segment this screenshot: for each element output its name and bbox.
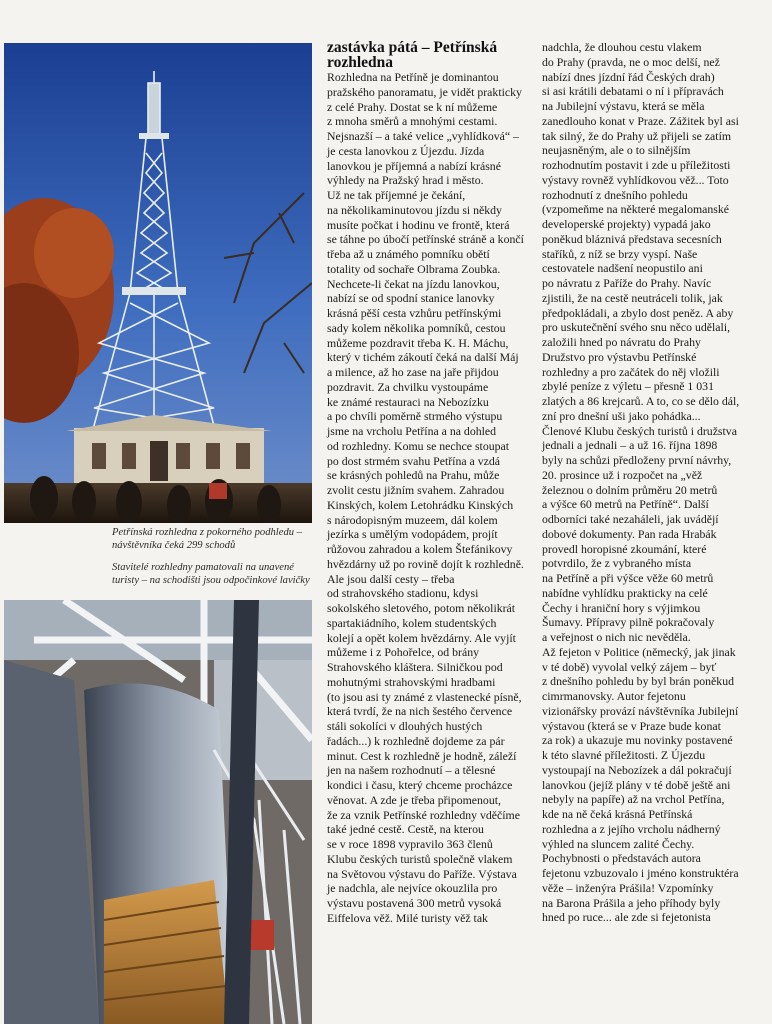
article-line: jsme na vrcholu Petřína a na dohled [327, 424, 497, 438]
article-line: výhled na sluncem zalité Čechy. [542, 836, 695, 851]
article-line: která tvrdí, že na nich šestého července [327, 704, 513, 719]
article-column-right [542, 40, 767, 925]
article-line: poněkud bláznivá představa secesních [542, 231, 722, 246]
article-line: můžeme pozdravit třeba K. H. Máchu, [327, 335, 509, 350]
article-line: Ale jsou další cesty – třeba [327, 571, 455, 586]
article-line: zjistili, že na cestě neutráceli tolik, jak [542, 290, 723, 305]
article-line: dobové dokumenty. Pan rada Hrabák [542, 526, 717, 541]
article-line: také jedné cestě. Cestě, na kterou [327, 822, 484, 837]
article-line: Nejsnazší – a také velice „vyhlídková“ – [327, 129, 519, 143]
article-line: odborníci také nezaháleli, jak uvádějí [542, 512, 719, 526]
article-line: do Prahy (pravda, ne o moc delší, než [542, 54, 720, 69]
article-line: potvrdilo, že z vybraného místa [542, 556, 692, 571]
article-line: Až fejeton v Politice (německý, jak jinak [542, 644, 736, 659]
article-line: nebyly na papíře) až na vrchol Petřína, [542, 792, 725, 807]
article-line: zbylé peníze z výletu – přesně 1 031 [542, 379, 714, 394]
article-line: spartakiádního, kolem studentských [327, 615, 497, 630]
article-line: na Petříně a při výšce věže 60 metrů [542, 571, 714, 585]
article-line: třeba až u známého pomníku obětí [327, 247, 490, 261]
article-line: vizionářsky provází návštěvníka Jubilejní [542, 703, 739, 718]
article-line: na Barona Prášila a jeho příhody byly [542, 895, 721, 910]
article-line: Nechcete-li čekat na jízdu lanovkou, [327, 276, 500, 291]
article-line: a veřejnost o nich nic nevěděla. [542, 630, 691, 644]
article-line: zní pro dnešní uši jako pohádka... [542, 408, 701, 423]
article-line: lanovkou (jejíž plány v té době ještě ani [542, 777, 731, 792]
article-line: sady kolem několika pomníků, cestou [327, 320, 506, 335]
article-line: předpokládali, a zbylo dost peněz. A aby [542, 305, 734, 320]
article-line: a po chvíli poměrně strmého výstupu [327, 409, 503, 424]
article-line: pozdravit. Za chvilku vystoupáme [327, 379, 489, 394]
article-line: výhledy na Pražský hrad i město. [327, 173, 484, 188]
article-line: (to jsou asi ty známé z vlastenecké písně, [327, 689, 522, 704]
article-line: hvězdárny už po rovině dojít k rozhledně. [327, 556, 524, 571]
article-line: je cesta lanovkou z Újezdu. Jízda [327, 143, 485, 158]
article-line: na Jubilejní výstavu, která se měla [542, 99, 705, 113]
article-line: pro uskutečnění svého snu něco udělali, [542, 320, 731, 335]
article-line: z mnoha směrů a mnohými cestami. [327, 114, 498, 129]
article-line: Už ne tak příjemné je čekání, [327, 188, 466, 202]
photo-tower-staircase [4, 600, 312, 1024]
article-line: k této slavné příležitosti. Z Újezdu [542, 748, 706, 762]
article-line: kde na ně čeká krásná Petřínská [542, 807, 693, 821]
article-line: po návratu z Paříže do Prahy. Navíc [542, 276, 712, 290]
article-line: kolejí a opět kolem hvězdárny. Ale vyjít [327, 630, 516, 645]
article-line: po dost strmém svahu Petřína a vzdá [327, 453, 500, 468]
article-line: který v tichém zákoutí čeká na další Máj [327, 350, 519, 365]
article-line: můžeme i z Pohořelce, od brány [327, 645, 479, 660]
article-line: 20. prosince už i rozpočet na „věž [542, 467, 703, 482]
article-line: (vzpomeňme na některé megalomanské [542, 202, 730, 217]
article-line: že za vznik Petřínské rozhledny vděčíme [327, 807, 520, 822]
article-line: jezírka s umělým vodopádem, projít [327, 527, 498, 542]
article-line: nabízí dnes jízdní řád Českých drah) [542, 69, 715, 84]
article-line: byly na schůzi předloženy první návrhy, [542, 453, 732, 467]
article-line: rozhodnutím postavit i zde u příležitosti [542, 158, 731, 172]
article-line: minut. Cest k rozhledně je hodně, záleží [327, 748, 517, 763]
article-line: na několikaminutovou jízdu si někdy [327, 202, 502, 217]
article-line: zlatých a 86 krejcarů. A to, co se dělo dál, [542, 394, 740, 408]
article-line: zvolit cestu jižním svahem. Zahradou [327, 483, 505, 497]
article-line: výstavy rovněž vyhlídkovou věž... Toto [542, 172, 729, 187]
article-line: Členové Klubu českých turistů i družstva [542, 423, 737, 438]
photo-petrin-tower [4, 43, 312, 523]
article-line: Čechy i hraniční hory s výjimkou [542, 600, 701, 615]
article-line: tak silný, že do Prahy už přijeli se zatím [542, 128, 732, 143]
article-line: Kinských, kolem Letohrádku Kinských [327, 497, 514, 512]
article-line: staříků, z níž se brzy vyspí. Naše [542, 246, 698, 261]
article-line: je nadchla, ale nejvíce okouzlila pro [327, 881, 498, 896]
article-heading-line: rozhledna [327, 54, 394, 71]
article-line: v té době) vyvolal velký zájem – byť [542, 659, 717, 674]
article-heading-line: zastávka pátá – Petřínská [327, 39, 498, 56]
article-line: mohutnými strahovskými hradbami [327, 674, 496, 689]
article-body-right [542, 40, 767, 925]
article-line: Šumavy. Přípravy pilně pokračovaly [542, 615, 715, 630]
article-line: jen na našem rozhodnutí – a tělesné [327, 763, 496, 778]
photo-caption-staircase: Stavitelé rozhledny pamatovali na unavené turisty – na schodišti jsou odpočinkové lavičky [112, 562, 310, 586]
article-line: krásná pěší cesta vzhůru petřínskými [327, 306, 502, 320]
article-line: Strahovského kláštera. Silničkou pod [327, 660, 503, 674]
article-line: růžovou zahradou a kolem Štefánikovy [327, 542, 513, 556]
article-line: z dnešního pohledu by byl brán poněkud [542, 674, 734, 689]
article-line: lanovkou je příjemná a nabízí krásné [327, 158, 501, 173]
article-line: věže – inženýra Prášila! Vzpomínky [542, 880, 714, 895]
article-line: od rozhledny. Komu se nechce stoupat [327, 438, 510, 453]
article-line: a milence, až ho zase na jaře přijdou [327, 365, 499, 379]
article-line: Eiffelova věž. Milé turisty věž tak [327, 910, 488, 925]
article-line: cestovatele nadšení neopustilo ani [542, 261, 703, 276]
article-line: kondici i času, který chceme procházce [327, 778, 513, 792]
article-line: z celé Prahy. Dostat se k ní můžeme [327, 99, 498, 114]
article-line: a výšce 60 metrů na Petříně“. Další [542, 497, 709, 512]
article-line: stáli sokolíci v dlouhých hustých [327, 719, 483, 733]
article-line: se táhne po úbočí petřínské stráně a končí [327, 232, 524, 247]
article-line: nabídne vyhlídku prakticky na celé [542, 585, 708, 600]
article-line: Klubu českých turistů společně vlakem [327, 851, 513, 866]
article-line: se v roce 1898 vypravilo 363 členů [327, 837, 493, 851]
article-line: založili hned po návratu do Prahy [542, 335, 701, 349]
article-line: cimrmanovsky. Autor fejetonu [542, 689, 686, 703]
photo-caption-tower: Petřínská rozhledna z pokorného podhledu – návštěvníka čeká 299 schodů [112, 527, 302, 551]
article-line: sokolského sletového, potom několikrát [327, 601, 516, 615]
article-line: vystoupají na Nebozízek a dál pokračují [542, 762, 732, 777]
article-line: nadchla, že dlouhou cestu vlakem [542, 40, 702, 54]
article-line: za rok) a ukazuje mu novinky postavené [542, 733, 733, 748]
article-line: developerské projekty) vypadá jako [542, 217, 711, 231]
article-line: rozhledny a pro začátek do něj vložili [542, 364, 720, 379]
article-heading [327, 40, 527, 70]
article-line: provedl horopisné zkoumání, které [542, 541, 707, 556]
article-line: se krásných pohledů na Prahu, může [327, 468, 500, 483]
article-line: ke známé restauraci na Nebozízku [327, 394, 489, 409]
article-line: s národopisným muzeem, dál kolem [327, 512, 498, 527]
article-line: zanedlouho konat v Praze. Zážitek byl asi [542, 113, 739, 128]
article-line: si asi krátili debatami o ní i přípravách [542, 84, 724, 99]
article-line: pražského panoramatu, je vidět prakticky [327, 84, 522, 99]
article-line: výstavou (která se v Praze bude konat [542, 718, 721, 733]
article-line: rozhledna a z jejího vrcholu nádherný [542, 821, 721, 836]
article-line: řadách...) k rozhledně dojdeme za pár [327, 733, 505, 748]
article-line: fejetonu vzbuzovalo i jméno konstruktéra [542, 866, 739, 880]
article-line: výstavu postavená 300 metrů vysoká [327, 896, 502, 910]
article-line: Družstvo pro výstavbu Petřínské [542, 349, 697, 364]
article-line: musíte počkat i hodinu ve frontě, která [327, 217, 510, 232]
article-line: od strahovského stadionu, kdysi [327, 586, 479, 601]
article-line: totality od sochaře Olbrama Zoubka. [327, 261, 501, 276]
article-line: rozhodnutí z dnešního pohledu [542, 187, 688, 202]
article-line: jednali a jednali – a už 16. října 1898 [542, 438, 718, 453]
article-line: věnovat. A zde je třeba připomenout, [327, 792, 501, 807]
article-column-middle [327, 40, 527, 926]
article-line: na Světovou výstavu do Paříže. Výstava [327, 866, 517, 881]
article-body-middle [327, 70, 527, 926]
article-line: železnou o dolním průměru 20 metrů [542, 482, 718, 497]
article-line: Rozhledna na Petříně je dominantou [327, 70, 499, 84]
article-line: neujasněným, ale o to silnějším [542, 143, 691, 158]
article-line: nabízí se od spodní stanice lanovky [327, 291, 495, 306]
article-line: Pochybnosti o představách autora [542, 851, 701, 866]
article-line: hned po ruce... ale zde si fejetonista [542, 910, 711, 925]
